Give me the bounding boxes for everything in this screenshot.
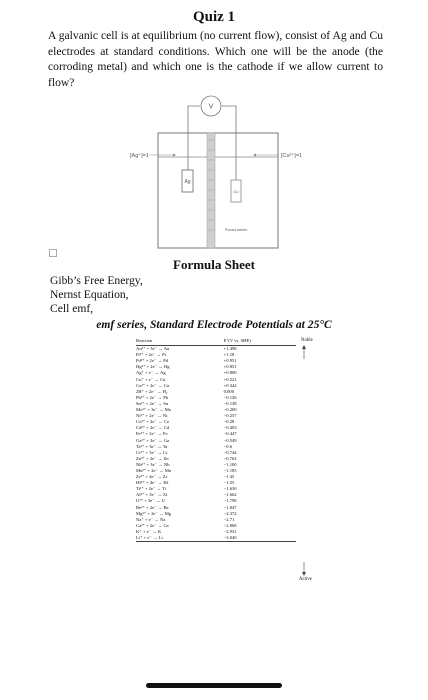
galvanic-cell-svg xyxy=(118,95,318,250)
reaction-cell: Au³⁺ + 3e⁻ → Au xyxy=(136,346,170,352)
noble-arrow-icon xyxy=(300,345,308,359)
reaction-cell: Pt²⁺ + 2e⁻ → Pt xyxy=(136,352,167,358)
voltmeter-symbol: V xyxy=(208,103,214,111)
reaction-cell: Ta³⁺ + 3e⁻ → Ta xyxy=(136,443,168,449)
potential-cell: −2.71 xyxy=(223,516,235,522)
ag-electrode-label: Ag xyxy=(184,179,191,185)
formula-sheet-title: Formula Sheet xyxy=(173,257,255,272)
potential-cell: +0.342 xyxy=(223,382,237,388)
potential-cell: −0.447 xyxy=(223,431,237,437)
reaction-cell: Ni²⁺ + 2e⁻ → Ni xyxy=(136,413,168,419)
reaction-cell: K⁺ + e⁻ → K xyxy=(136,528,162,534)
reaction-cell: Mn²⁺ + 2e⁻ → Mn xyxy=(136,467,172,473)
right-arrowhead xyxy=(253,154,256,157)
potential-cell: −1.662 xyxy=(223,492,237,498)
emf-table xyxy=(136,338,296,542)
potential-cell: −2.372 xyxy=(223,510,237,516)
formula-item-nernst: Nernst Equation, xyxy=(50,288,129,301)
left-wire xyxy=(188,106,200,170)
reaction-cell: Cu²⁺ + 2e⁻ → Cu xyxy=(136,382,170,388)
reaction-cell: Cd²⁺ + 2e⁻ → Cd xyxy=(136,425,170,431)
reaction-cell: Fe²⁺ + 2e⁻ → Fe xyxy=(136,431,168,437)
potential-cell: −0.200 xyxy=(223,407,237,413)
potential-cell: −0.762 xyxy=(223,455,237,461)
left-arrowhead xyxy=(173,154,176,157)
formula-list xyxy=(50,274,143,316)
formula-item-cell-emf: Cell emf, xyxy=(50,302,94,315)
potential-cell: −0.138 xyxy=(223,400,237,406)
potential-cell: −1.55 xyxy=(223,480,235,486)
potential-cell: −1.630 xyxy=(223,486,237,492)
reaction-cell: Zn²⁺ + 2e⁻ → Zn xyxy=(136,455,169,461)
reaction-cell: Ti²⁺ + 2e⁻ → Ti xyxy=(136,486,167,492)
noble-label: Noble xyxy=(301,338,313,343)
potential-cell: +0.521 xyxy=(223,376,237,382)
potential-cell: −1.798 xyxy=(223,498,237,504)
emf-table-header xyxy=(136,338,296,346)
reaction-cell: Zr⁴⁺ + 4e⁻ → Zr xyxy=(136,474,168,480)
potential-cell: −2.931 xyxy=(223,528,237,534)
reaction-cell: Pd²⁺ + 2e⁻ → Pd xyxy=(136,358,169,364)
potential-cell: 0.000 xyxy=(223,388,234,394)
potential-cell: +1.18 xyxy=(223,352,235,358)
potential-cell: +0.951 xyxy=(223,358,237,364)
potential-cell: +0.851 xyxy=(223,364,237,370)
reaction-cell: Na⁺ + e⁻ → Na xyxy=(136,516,166,522)
reaction-cell: Ca²⁺ + 2e⁻ → Ca xyxy=(136,522,169,528)
reaction-cell: Cu⁺ + e⁻ → Cu xyxy=(136,376,166,382)
question-text: A galvanic cell is at equilibrium (no current flow), consist of Ag and Cu electrodes at standard conditions. Which one will be the anode (the corroding metal) and which one is the cathode if we allow current to flow? xyxy=(48,29,383,89)
reaction-cell: Hf⁴⁺ + 4e⁻ → Hf xyxy=(136,480,169,486)
cu-electrode-label: Cu xyxy=(233,189,239,194)
emf-table-wrapper xyxy=(136,338,296,542)
potential-cell: −0.744 xyxy=(223,449,237,455)
reaction-cell: Cr³⁺ + 3e⁻ → Cr xyxy=(136,449,168,455)
reaction-cell: Pb²⁺ + 2e⁻ → Pb xyxy=(136,394,169,400)
potential-cell: +0.800 xyxy=(223,370,237,376)
potential-cell: −0.126 xyxy=(223,394,237,400)
right-wire xyxy=(222,106,236,180)
potential-cell: −2.868 xyxy=(223,522,237,528)
potential-cell: −1.100 xyxy=(223,461,237,467)
potential-cell: −0.403 xyxy=(223,425,237,431)
cell-container xyxy=(158,133,278,248)
left-solution-label: [Ag⁺]=1 xyxy=(130,153,149,159)
reaction-cell: Ga³⁺ + 3e⁻ → Ga xyxy=(136,437,170,443)
formula-item-gibbs: Gibb’s Free Energy, xyxy=(50,274,143,287)
potential-cell: −0.549 xyxy=(223,437,237,443)
checkbox[interactable] xyxy=(49,249,57,257)
reaction-cell: Sn²⁺ + 2e⁻ → Sn xyxy=(136,400,169,406)
home-indicator[interactable] xyxy=(146,683,282,688)
potential-cell: −0.6 xyxy=(223,443,232,449)
right-solution-label: [Cu²⁺]=1 xyxy=(281,153,303,159)
reaction-cell: Ag⁺ + e⁻ → Ag xyxy=(136,370,166,376)
quiz-title: Quiz 1 xyxy=(192,9,236,25)
table-row xyxy=(136,535,296,542)
reaction-cell: Li⁺ + e⁻ → Li xyxy=(136,535,163,540)
active-arrow-icon xyxy=(300,562,308,576)
galvanic-cell-diagram xyxy=(118,95,318,250)
header-potential: E°(V vs. SHE) xyxy=(223,338,251,343)
reaction-cell: Be²⁺ + 2e⁻ → Be xyxy=(136,504,169,510)
potential-cell: −1.185 xyxy=(223,467,237,473)
reaction-cell: Nb³⁺ + 3e⁻ → Nb xyxy=(136,461,170,467)
potential-cell: +1.498 xyxy=(223,346,237,352)
reaction-cell: U³⁺ + 3e⁻ → U xyxy=(136,498,165,504)
potential-cell: −3.040 xyxy=(223,535,237,540)
table-row xyxy=(136,346,296,353)
emf-series-title: emf series, Standard Electrode Potentials at 25°C xyxy=(96,318,332,331)
reaction-cell: Hg²⁺ + 2e⁻ → Hg xyxy=(136,364,170,370)
barrier-label: Porous barrier xyxy=(225,228,248,232)
reaction-cell: Mg²⁺ + 2e⁻ → Mg xyxy=(136,510,172,516)
potential-cell: −0.28 xyxy=(223,419,235,425)
reaction-cell: Al³⁺ + 3e⁻ → Al xyxy=(136,492,168,498)
header-reaction: Reaction xyxy=(136,338,153,343)
potential-cell: −0.257 xyxy=(223,413,237,419)
reaction-cell: Co²⁺ + 2e⁻ → Co xyxy=(136,419,170,425)
emf-table-body xyxy=(136,346,296,542)
reaction-cell: 2H⁺ + 2e⁻ → H₂ xyxy=(136,388,168,394)
potential-cell: −1.45 xyxy=(223,474,235,480)
active-label: Active xyxy=(299,577,312,582)
reaction-cell: Mo³⁺ + 3e⁻ → Mo xyxy=(136,407,172,413)
potential-cell: −1.847 xyxy=(223,504,237,510)
